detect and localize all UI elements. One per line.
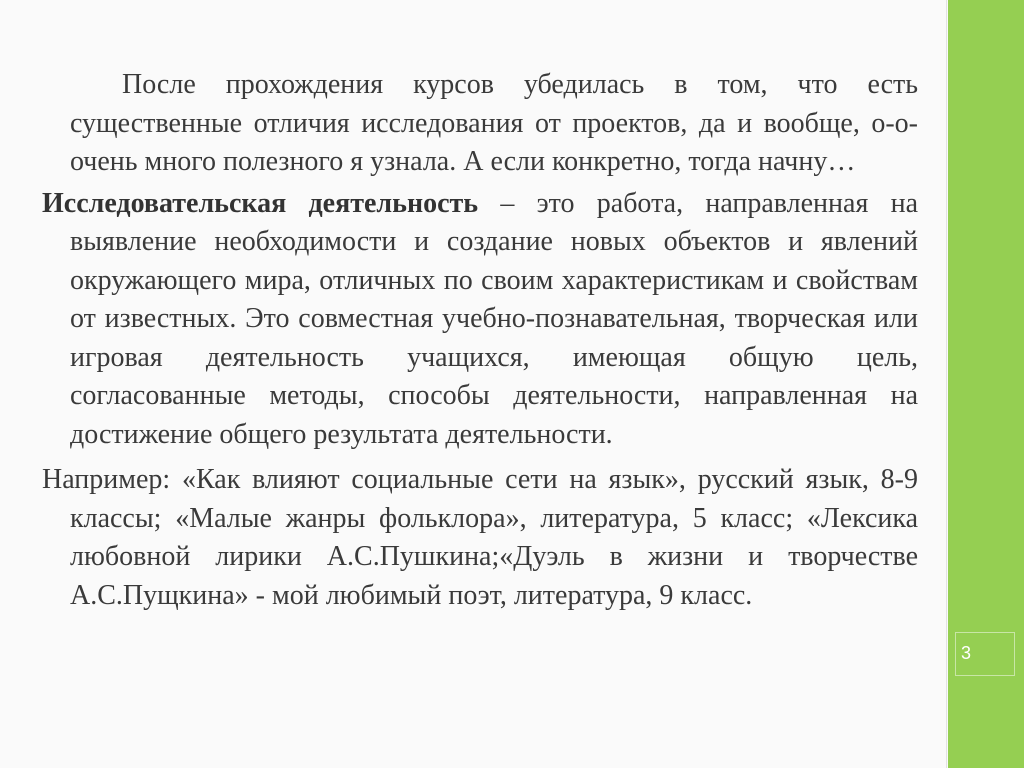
slide-number-box <box>955 632 1015 676</box>
definition-text: – это работа, направленная на выявление необходимости и создание новых объектов и явлений окружающего мира, отличных по своим характеристикам и свойствам от известных. Это совместная учебно-познавательная, творческая или игровая деятельность учащихся, имеющая общую цель, согласованные методы, способы деятельности, направленная на достижение общего результата деятельности. <box>70 187 918 450</box>
slide-number: 3 <box>961 643 972 663</box>
definition-term: Исследовательская деятельность <box>42 187 479 219</box>
example-paragraph: Например: «Как влияют социальные сети на язык», русский язык, 8-9 классы; «Малые жанры фольклора», литература, 5 класс; «Лексика любовной лирики А.С.Пушкина;«Дуэль в жизни и творчестве А.С.Пущкина» - мой любимый поэт, литература, 9 класс. <box>42 464 918 611</box>
intro-paragraph: После прохождения курсов убедилась в том, что есть существенные отличия исследования от проектов, да и вообще, о-о-очень много полезного я узнала. А если конкретно, тогда начну… <box>70 69 918 177</box>
definition-paragraph <box>42 185 918 455</box>
slide-content <box>42 66 918 615</box>
slide-edge-line <box>946 0 947 768</box>
